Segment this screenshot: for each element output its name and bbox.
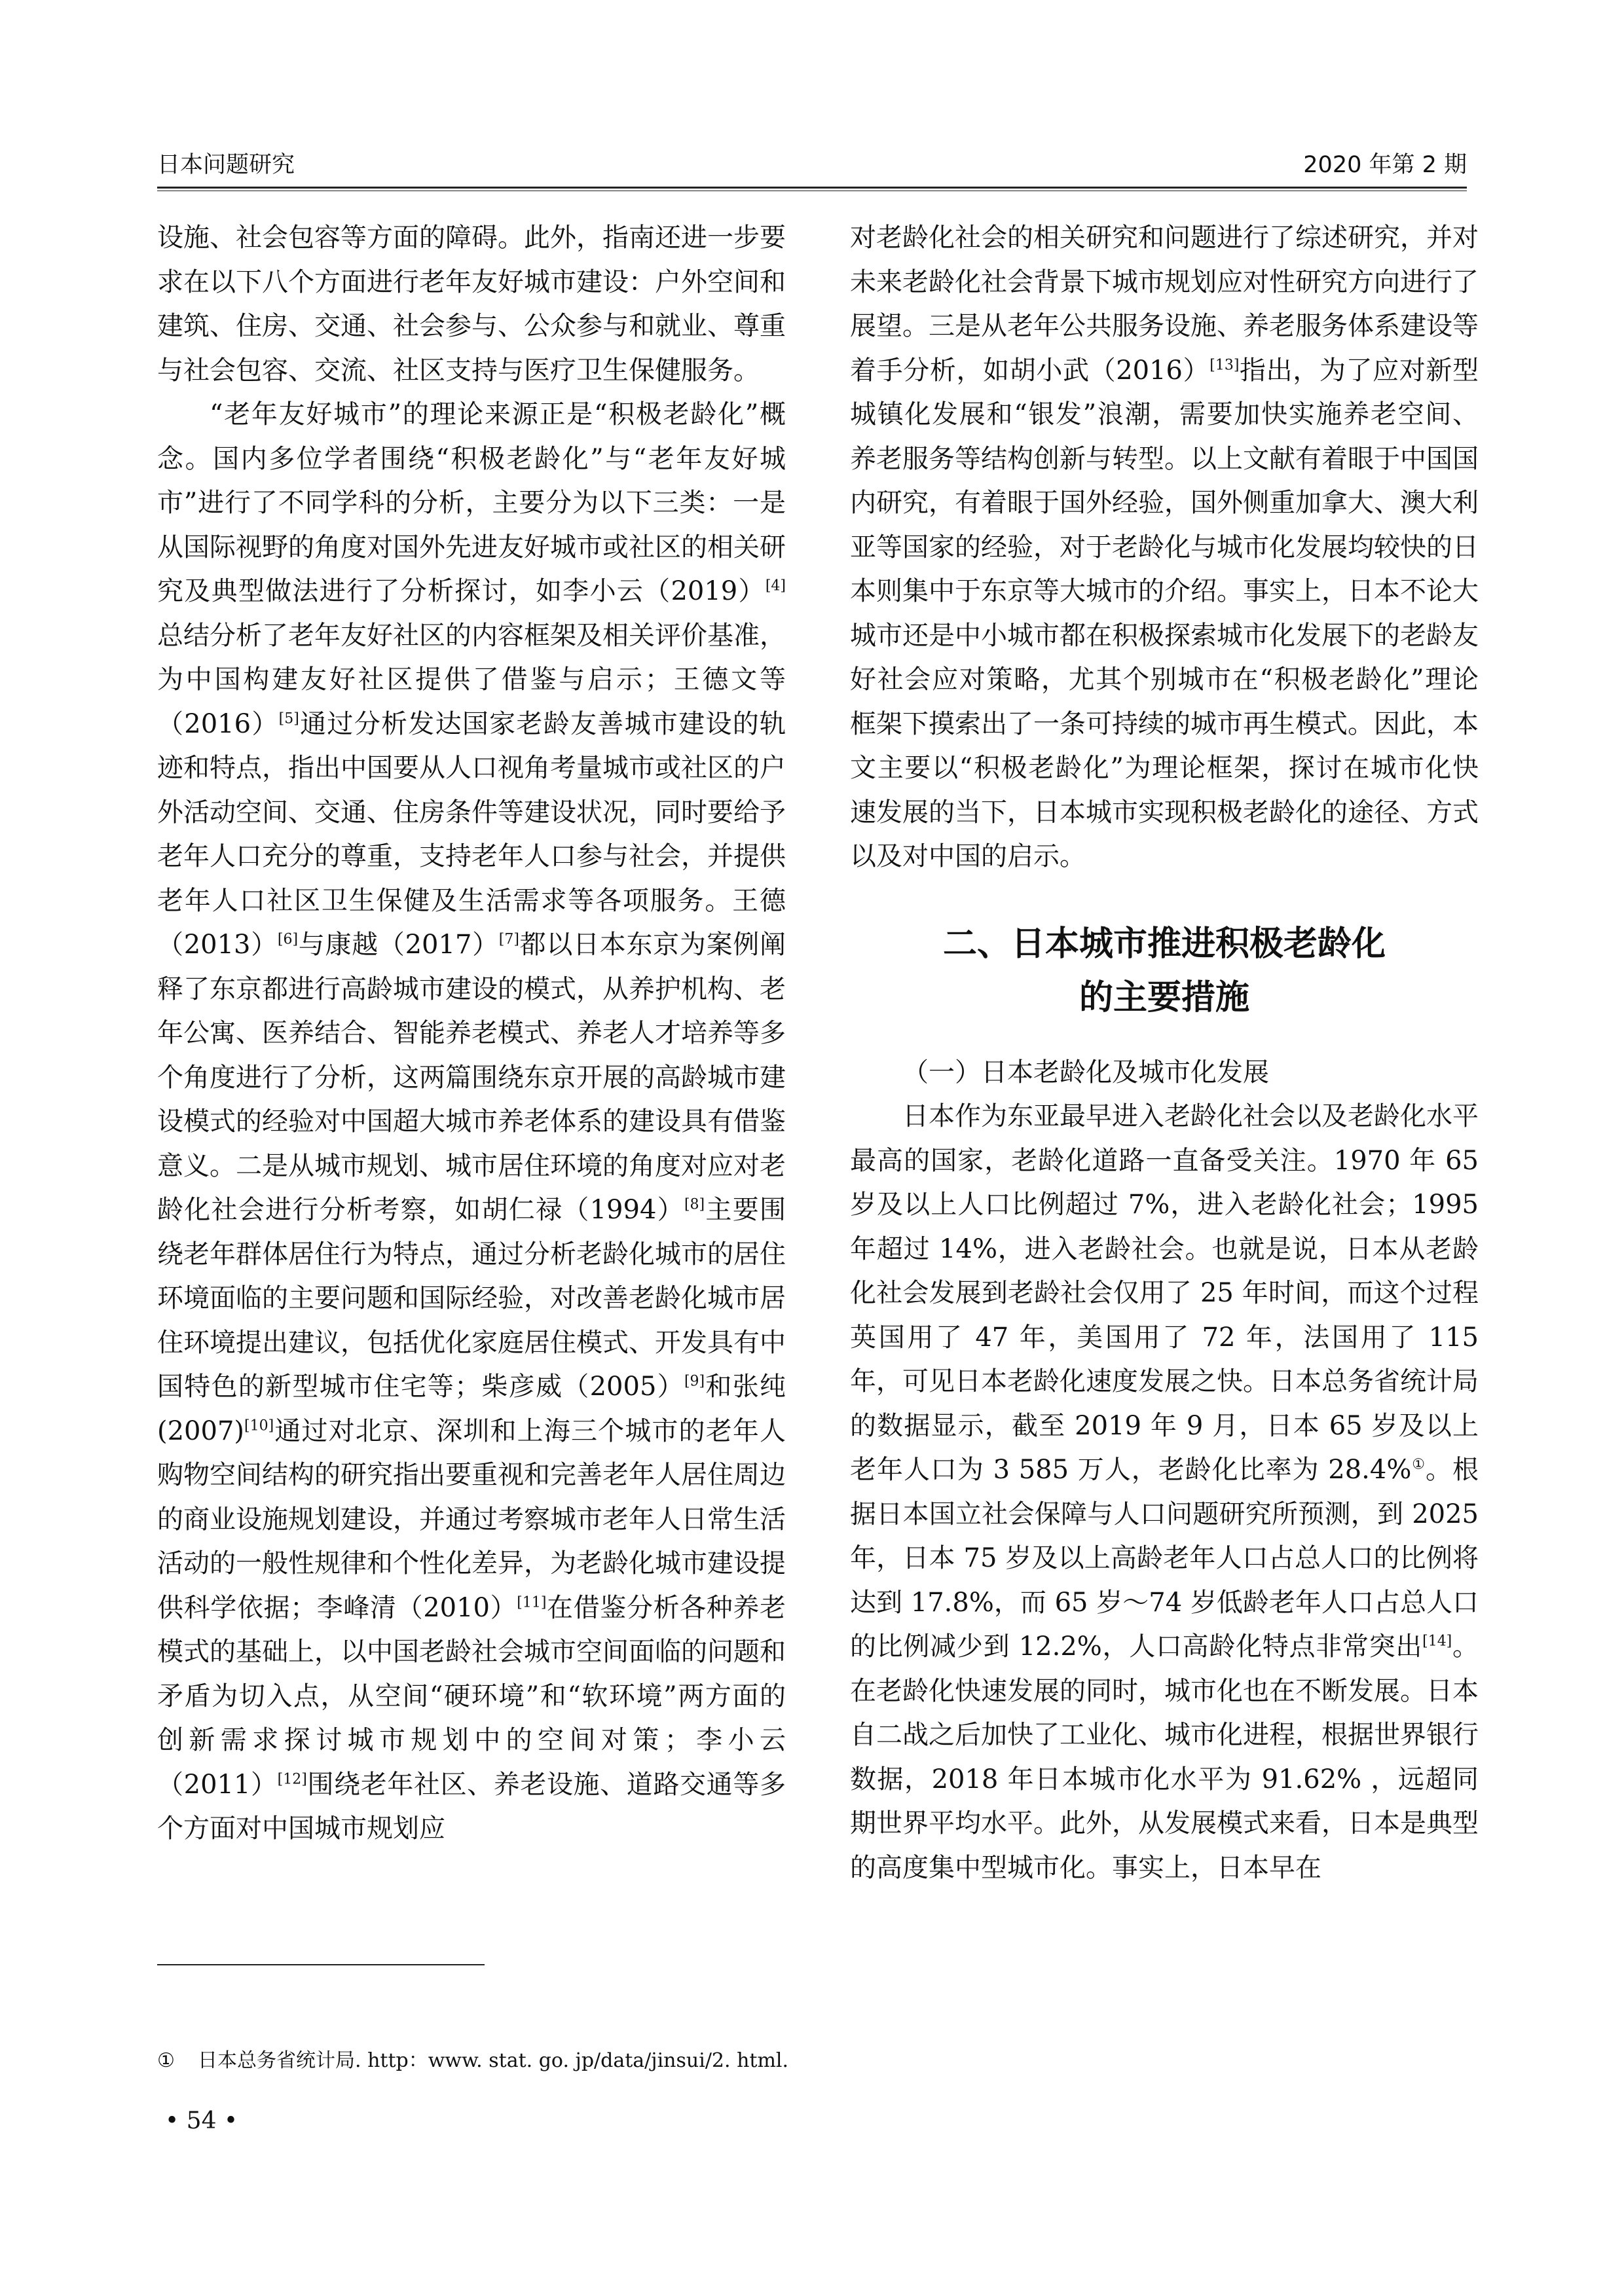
paragraph: [157, 393, 786, 1851]
citation: [5]: [278, 710, 299, 727]
journal-name: 日本问题研究: [157, 152, 295, 178]
text-run: 在借鉴分析各种养老模式的基础上，以中国老龄社会城市空间面临的问题和矛盾为切入点，从空间“硬环境”和“软环境”两方面的创新需求探讨城市规划中的空间对策；李小云（2011）: [157, 1592, 786, 1800]
right-column: [850, 216, 1479, 1890]
header-rule: [157, 187, 1467, 191]
left-column: [157, 216, 786, 1851]
citation: [8]: [684, 1196, 705, 1213]
text-run: 。根据日本国立社会保障与人口问题研究所预测，到 2025 年，日本 75 岁及以上高龄老年人口占总人口的比例将达到 17.8%，而 65 岁～74 岁低龄老年人口占总人口的比例减少到 12.2%，人口高龄化特点非常突出: [850, 1455, 1479, 1662]
section-title: [850, 917, 1479, 1025]
text-run: 日本作为东亚最早进入老龄化社会以及老龄化水平最高的国家，老龄化道路一直备受关注。1970 年 65 岁及以上人口比例超过 7%，进入老龄化社会；1995 年超过 14%，进入老龄社会。也就是说，日本从老龄化社会发展到老龄社会仅用了 25 年时间，而这个过程英国用了 47 年，美国用了 72 年，法国用了 115 年，可见日本老龄化速度发展之快。日本总务省统计局的数据显示，截至 2019 年 9 月，日本 65 岁及以上老年人口为 3 585 万人，老龄化比率为 28.4%: [850, 1101, 1479, 1485]
text-run: 指出，为了应对新型城镇化发展和“银发”浪潮，需要加快实施养老空间、养老服务等结构创新与转型。以上文献有着眼于中国国内研究，有着眼于国外经验，国外侧重加拿大、澳大利亚等国家的经验，对于老龄化与城市化发展均较快的日本则集中于东京等大城市的介绍。事实上，日本不论大城市还是中小城市都在积极探索城市化发展下的老龄友好社会应对策略，尤其个别城市在“积极老龄化”理论框架下摸索出了一条可持续的城市再生模式。因此，本文主要以“积极老龄化”为理论框架，探讨在城市化快速发展的当下，日本城市实现积极老龄化的途径、方式以及对中国的启示。: [850, 355, 1479, 871]
text-run: 主要围绕老年群体居住行为特点，通过分析老龄化城市的居住环境面临的主要问题和国际经验，对改善老龄化城市居住环境提出建议，包括优化家庭居住模式、开发具有中国特色的新型城市住宅等；柴彦威（2005）: [157, 1195, 786, 1402]
citation: [13]: [1209, 357, 1240, 374]
paragraph: [850, 1095, 1479, 1890]
footnote-rule: [157, 1964, 485, 1965]
paragraph: [850, 216, 1479, 879]
text-run: 围绕老年社区、养老设施、道路交通等多个方面对中国城市规划应: [157, 1769, 786, 1844]
paragraph: 设施、社会包容等方面的障碍。此外，指南还进一步要求在以下八个方面进行老年友好城市建设：户外空间和建筑、住房、交通、社会参与、公众参与和就业、尊重与社会包容、交流、社区支持与医疗卫生保健服务。: [157, 223, 786, 386]
footnote-mark: ①: [157, 2049, 175, 2072]
issue-label: 2020 年第 2 期: [1303, 152, 1467, 178]
text-run: “老年友好城市”的理论来源正是“积极老龄化”概念。国内多位学者围绕“积极老龄化”与“老年友好城市”进行了不同学科的分析，主要分为以下三类：一是从国际视野的角度对国外先进友好城市或社区的相关研究及典型做法进行了分析探讨，如李小云（2019）: [157, 399, 786, 606]
subsection-title: （一）日本老龄化及城市化发展: [902, 1057, 1269, 1087]
citation: [6]: [277, 931, 299, 948]
section-title-line: 的主要措施: [1079, 977, 1249, 1017]
citation: [12]: [277, 1771, 307, 1788]
footnote-ref: ①: [1411, 1456, 1426, 1473]
citation: [7]: [498, 931, 519, 948]
text-run: 对老龄化社会的相关研究和问题进行了综述研究，并对未来老龄化社会背景下城市规划应对性研究方向进行了展望。三是从老年公共服务设施、养老服务体系建设等着手分析，如胡小武（2016）: [850, 223, 1479, 386]
citation: [9]: [684, 1373, 705, 1390]
text-run: 总结分析了老年友好社区的内容框架及相关评价基准，为中国构建友好社区提供了借鉴与启示；王德文等（2016）: [157, 620, 786, 739]
text-run: 通过对北京、深圳和上海三个城市的老年人购物空间结构的研究指出要重视和完善老年人居住周边的商业设施规划建设，并通过考察城市老年人日常生活活动的一般性规律和个性化差异，为老龄化城市建设提供科学依据；李峰清（2010）: [157, 1415, 786, 1623]
text-run: 和张纯(2007): [157, 1372, 786, 1446]
running-header: [157, 145, 1467, 185]
text-run: 都以日本东京为案例阐释了东京都进行高龄城市建设的模式，从养护机构、老年公寓、医养结合、智能养老模式、养老人才培养等多个角度进行了分析，这两篇围绕东京开展的高龄城市建设模式的经验对中国超大城市养老体系的建设具有借鉴意义。二是从城市规划、城市居住环境的角度对应对老龄化社会进行分析考察，如胡仁禄（1994）: [157, 930, 786, 1225]
citation: [10]: [244, 1417, 274, 1434]
page-number: • 54 •: [165, 2107, 238, 2134]
text-run: 通过分析发达国家老龄友善城市建设的轨迹和特点，指出中国要从人口视角考量城市或社区的户外活动空间、交通、住房条件等建设状况，同时要给予老年人口充分的尊重，支持老年人口参与社会，并提供老年人口社区卫生保健及生活需求等各项服务。王德（2013）: [157, 708, 786, 960]
text-run: 与康越（2017）: [298, 930, 499, 960]
section-title-line: 二、日本城市推进积极老龄化: [942, 924, 1386, 964]
footnote: [157, 2046, 1467, 2075]
citation: [11]: [517, 1594, 547, 1611]
citation: [4]: [765, 577, 786, 594]
citation: [14]: [1422, 1633, 1452, 1650]
footnote-text: 日本总务省统计局. http：www. stat. go. jp/data/jinsui/2. html.: [198, 2049, 789, 2072]
text-run: 。在老龄化快速发展的同时，城市化也在不断发展。日本自二战之后加快了工业化、城市化进程，根据世界银行数据，2018 年日本城市化水平为 91.62% ，远超同期世界平均水平。此外，从发展模式来看，日本是典型的高度集中型城市化。事实上，日本早在: [850, 1631, 1479, 1883]
